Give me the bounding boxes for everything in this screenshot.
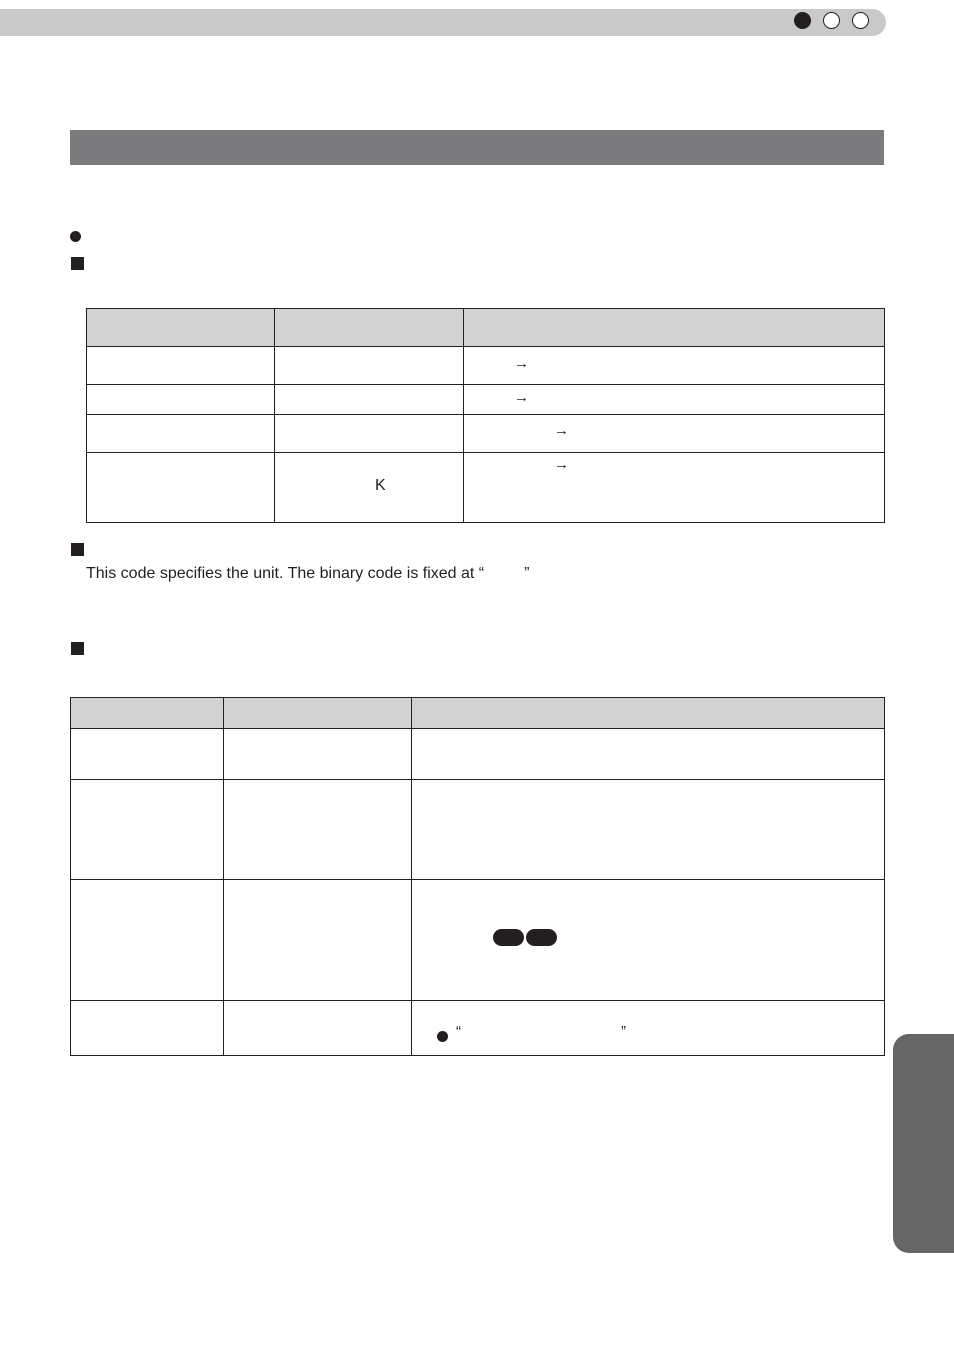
- table-cell: [464, 347, 885, 385]
- pill-badge-icon: [493, 929, 524, 946]
- table-header-row: [71, 698, 885, 729]
- k-label: K: [375, 477, 386, 494]
- table-cell: [87, 347, 275, 385]
- header-cell: [275, 309, 464, 347]
- table-cell: [275, 415, 464, 453]
- section-square-icon: [71, 257, 84, 270]
- section-square-icon: [71, 543, 84, 556]
- table-row: [87, 385, 885, 415]
- table-cell: [224, 1001, 412, 1056]
- table-cell: [87, 385, 275, 415]
- header-cell: [464, 309, 885, 347]
- side-chapter-tab: [893, 1034, 954, 1253]
- page-indicator-dot-filled: [794, 12, 811, 29]
- command-structure-table: [86, 308, 885, 523]
- table-cell: [224, 729, 412, 780]
- table-cell: [412, 780, 885, 880]
- table-row: [87, 453, 885, 523]
- table-cell: [275, 385, 464, 415]
- top-header-bar: [0, 9, 886, 36]
- arrow-icon: →: [554, 456, 569, 473]
- table-cell: [412, 1001, 885, 1056]
- description-suffix: ”: [524, 565, 530, 582]
- table-row: [71, 1001, 885, 1056]
- command-list-table: [70, 697, 885, 1056]
- header-cell: [87, 309, 275, 347]
- header-cell: [71, 698, 224, 729]
- table-cell: [464, 453, 885, 523]
- section-title-band: [70, 130, 884, 165]
- table-cell: [275, 347, 464, 385]
- header-cell: [412, 698, 885, 729]
- page-indicator-dot-empty-1: [823, 12, 840, 29]
- table-cell: [71, 780, 224, 880]
- section-square-icon: [71, 642, 84, 655]
- table-cell: [412, 729, 885, 780]
- table-cell: [71, 729, 224, 780]
- table-row: [71, 780, 885, 880]
- table-row: [87, 415, 885, 453]
- table-cell: [87, 453, 275, 523]
- table-cell: [87, 415, 275, 453]
- table-cell: [464, 385, 885, 415]
- arrow-icon: →: [514, 355, 529, 372]
- table-cell: [71, 1001, 224, 1056]
- table-cell: [71, 880, 224, 1001]
- table-cell: [224, 780, 412, 880]
- table-header-row: [87, 309, 885, 347]
- page-indicator-dot-empty-2: [852, 12, 869, 29]
- arrow-icon: →: [514, 389, 529, 406]
- table-cell: [464, 415, 885, 453]
- open-quote: “: [456, 1023, 461, 1040]
- description-prefix: This code specifies the unit. The binary code is fixed at “: [86, 565, 485, 582]
- pill-badge-pair: [493, 929, 559, 947]
- table-row: [71, 880, 885, 1001]
- table-row: [71, 729, 885, 780]
- bullet-circle-icon: [70, 231, 81, 242]
- table-row: [87, 347, 885, 385]
- unit-code-description: [86, 564, 529, 584]
- header-cell: [224, 698, 412, 729]
- bullet-circle-icon: [437, 1031, 448, 1042]
- arrow-icon: →: [554, 422, 569, 439]
- pill-badge-icon: [526, 929, 557, 946]
- table-cell: [275, 453, 464, 523]
- table-cell: [224, 880, 412, 1001]
- close-quote: ”: [621, 1023, 626, 1040]
- table-cell: [412, 880, 885, 1001]
